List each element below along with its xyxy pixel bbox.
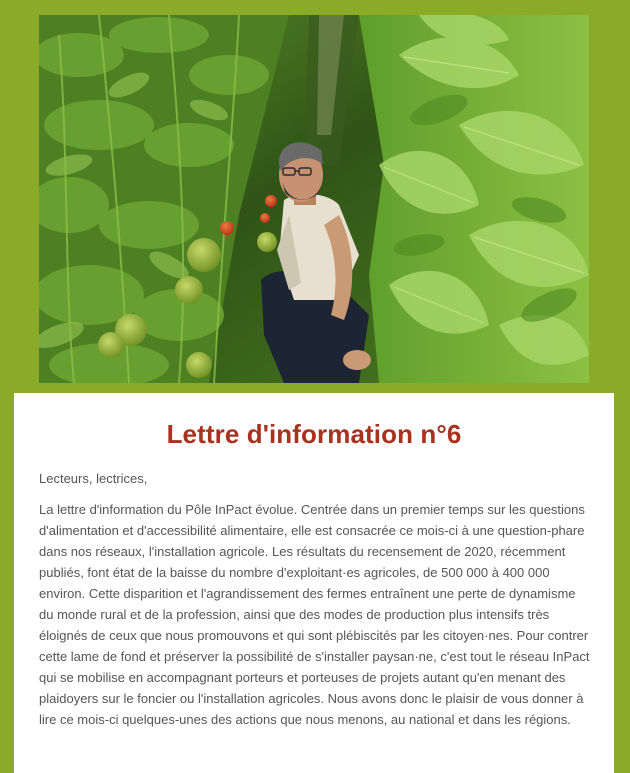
intro-paragraph: La lettre d'information du Pôle InPact évolue. Centrée dans un premier temps sur les questions d'alimentation et d'accessibilité alimentaire, elle est consacrée ce mois-ci à une question-phare dans nos réseaux, l'installation agricole. Les résultats du recensement de 2020, récemment publiés, font état de la baisse du nombre d'exploitant·es agricoles, de 500 000 à 400 000 environ. Cette disparition et l'agrandissement des fermes entraînent une perte de dynamisme du monde rural et de la profession, ainsi que des modes de production plus intensifs très éloignés de ceux que nous promouvons et qui sont plébiscités par les citoyen·nes. Pour contrer cette lame de fond et préserver la possibilité de s'installer paysan·ne, c'est tout le réseau InPact qui se mobilise en accompagnant porteurs et porteuses de projets autant qu'en menant des plaidoyers sur le foncier ou l'installation agricoles. Nous avons donc le plaisir de vous donner à lire ce mois-ci quelques-unes des actions que nous menons, au national et dans les régions. (39, 502, 590, 727)
newsletter-title: Lettre d'information n°6 (166, 419, 462, 449)
greeting-text: Lecteurs, lectrices, (39, 471, 148, 486)
hero-photo (39, 15, 589, 383)
greenhouse-farmer-illustration (39, 15, 589, 383)
newsletter-card (14, 393, 614, 773)
